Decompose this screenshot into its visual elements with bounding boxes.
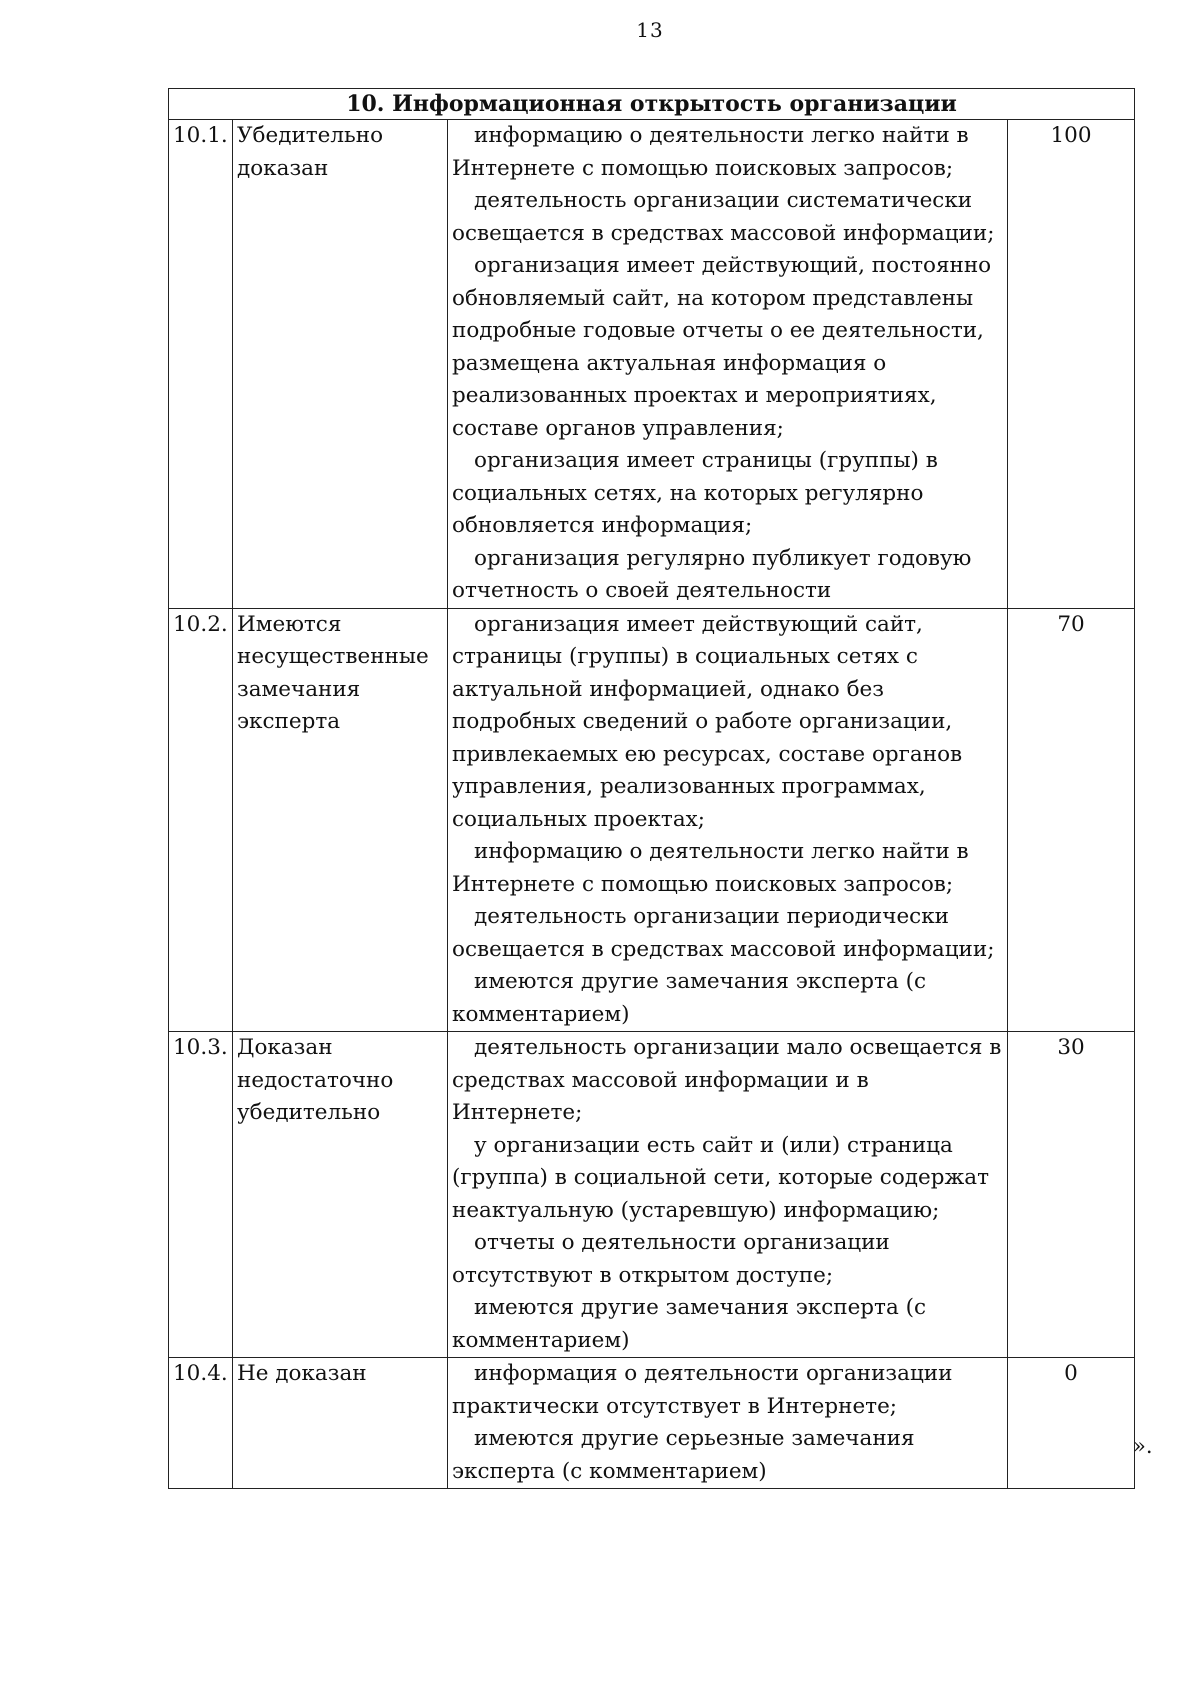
criteria-row bbox=[169, 120, 1135, 609]
description-paragraph: информацию о деятельности легко найти в Интернете с помощью поисковых запросов; bbox=[452, 123, 969, 181]
description-paragraph: организация имеет действующий сайт, страницы (группы) в социальных сетях с актуальной информацией, однако без подробных сведений о работе организации, привлекаемых ею ресурсах, составе органов управления, реализованных программах, социальных проектах; bbox=[452, 611, 963, 832]
criterion-description bbox=[448, 120, 1008, 609]
description-paragraph: деятельность организации периодически освещается в средствах массовой информации; bbox=[452, 904, 995, 962]
criteria-row bbox=[169, 1358, 1135, 1489]
section-title: 10. Информационная открытость организации bbox=[169, 89, 1135, 120]
score-value: 0 bbox=[1008, 1358, 1135, 1489]
description-paragraph: информация о деятельности организации практически отсутствует в Интернете; bbox=[452, 1361, 953, 1419]
criterion-number: 10.4. bbox=[169, 1358, 233, 1489]
description-paragraph: имеются другие серьезные замечания эксперта (с комментарием) bbox=[452, 1426, 915, 1484]
score-value: 70 bbox=[1008, 608, 1135, 1032]
closing-quote: ». bbox=[1133, 1434, 1153, 1458]
description-paragraph: деятельность организации систематически освещается в средствах массовой информации; bbox=[452, 188, 995, 246]
criterion-description bbox=[448, 1032, 1008, 1358]
criterion-description bbox=[448, 1358, 1008, 1489]
criterion-number: 10.3. bbox=[169, 1032, 233, 1358]
description-paragraph: деятельность организации мало освещается в средствах массовой информации и в Интернете; bbox=[452, 1035, 1002, 1125]
description-paragraph: у организации есть сайт и (или) страница (группа) в социальной сети, которые содержат неактуальную (устаревшую) информацию; bbox=[452, 1132, 989, 1223]
criterion-description bbox=[448, 608, 1008, 1032]
description-paragraph: отчеты о деятельности организации отсутствуют в открытом доступе; bbox=[452, 1230, 890, 1288]
description-paragraph: имеются другие замечания эксперта (с комментарием) bbox=[452, 969, 927, 1027]
criterion-number: 10.2. bbox=[169, 608, 233, 1032]
description-paragraph: информацию о деятельности легко найти в Интернете с помощью поисковых запросов; bbox=[452, 839, 969, 897]
rating-level: Убедительно доказан bbox=[233, 120, 448, 609]
rating-level: Имеются несущественные замечания эксперта bbox=[233, 608, 448, 1032]
criteria-row bbox=[169, 608, 1135, 1032]
description-paragraph: организация имеет страницы (группы) в социальных сетях, на которых регулярно обновляется информация; bbox=[452, 448, 938, 538]
description-paragraph: имеются другие замечания эксперта (с комментарием) bbox=[452, 1295, 927, 1353]
criterion-number: 10.1. bbox=[169, 120, 233, 609]
criteria-rows bbox=[169, 120, 1135, 1489]
rating-level: Доказан недостаточно убедительно bbox=[233, 1032, 448, 1358]
criteria-row bbox=[169, 1032, 1135, 1358]
rating-level: Не доказан bbox=[233, 1358, 448, 1489]
score-value: 100 bbox=[1008, 120, 1135, 609]
page-number: 13 bbox=[636, 18, 664, 42]
description-paragraph: организация имеет действующий, постоянно обновляемый сайт, на котором представлены подробные годовые отчеты о ее деятельности, размещена актуальная информация о реализованных проектах и мероприятиях, составе органов управления; bbox=[452, 253, 992, 441]
score-value: 30 bbox=[1008, 1032, 1135, 1358]
criteria-table bbox=[168, 88, 1135, 1489]
section-header-row bbox=[169, 89, 1135, 120]
description-paragraph: организация регулярно публикует годовую отчетность о своей деятельности bbox=[452, 545, 972, 603]
